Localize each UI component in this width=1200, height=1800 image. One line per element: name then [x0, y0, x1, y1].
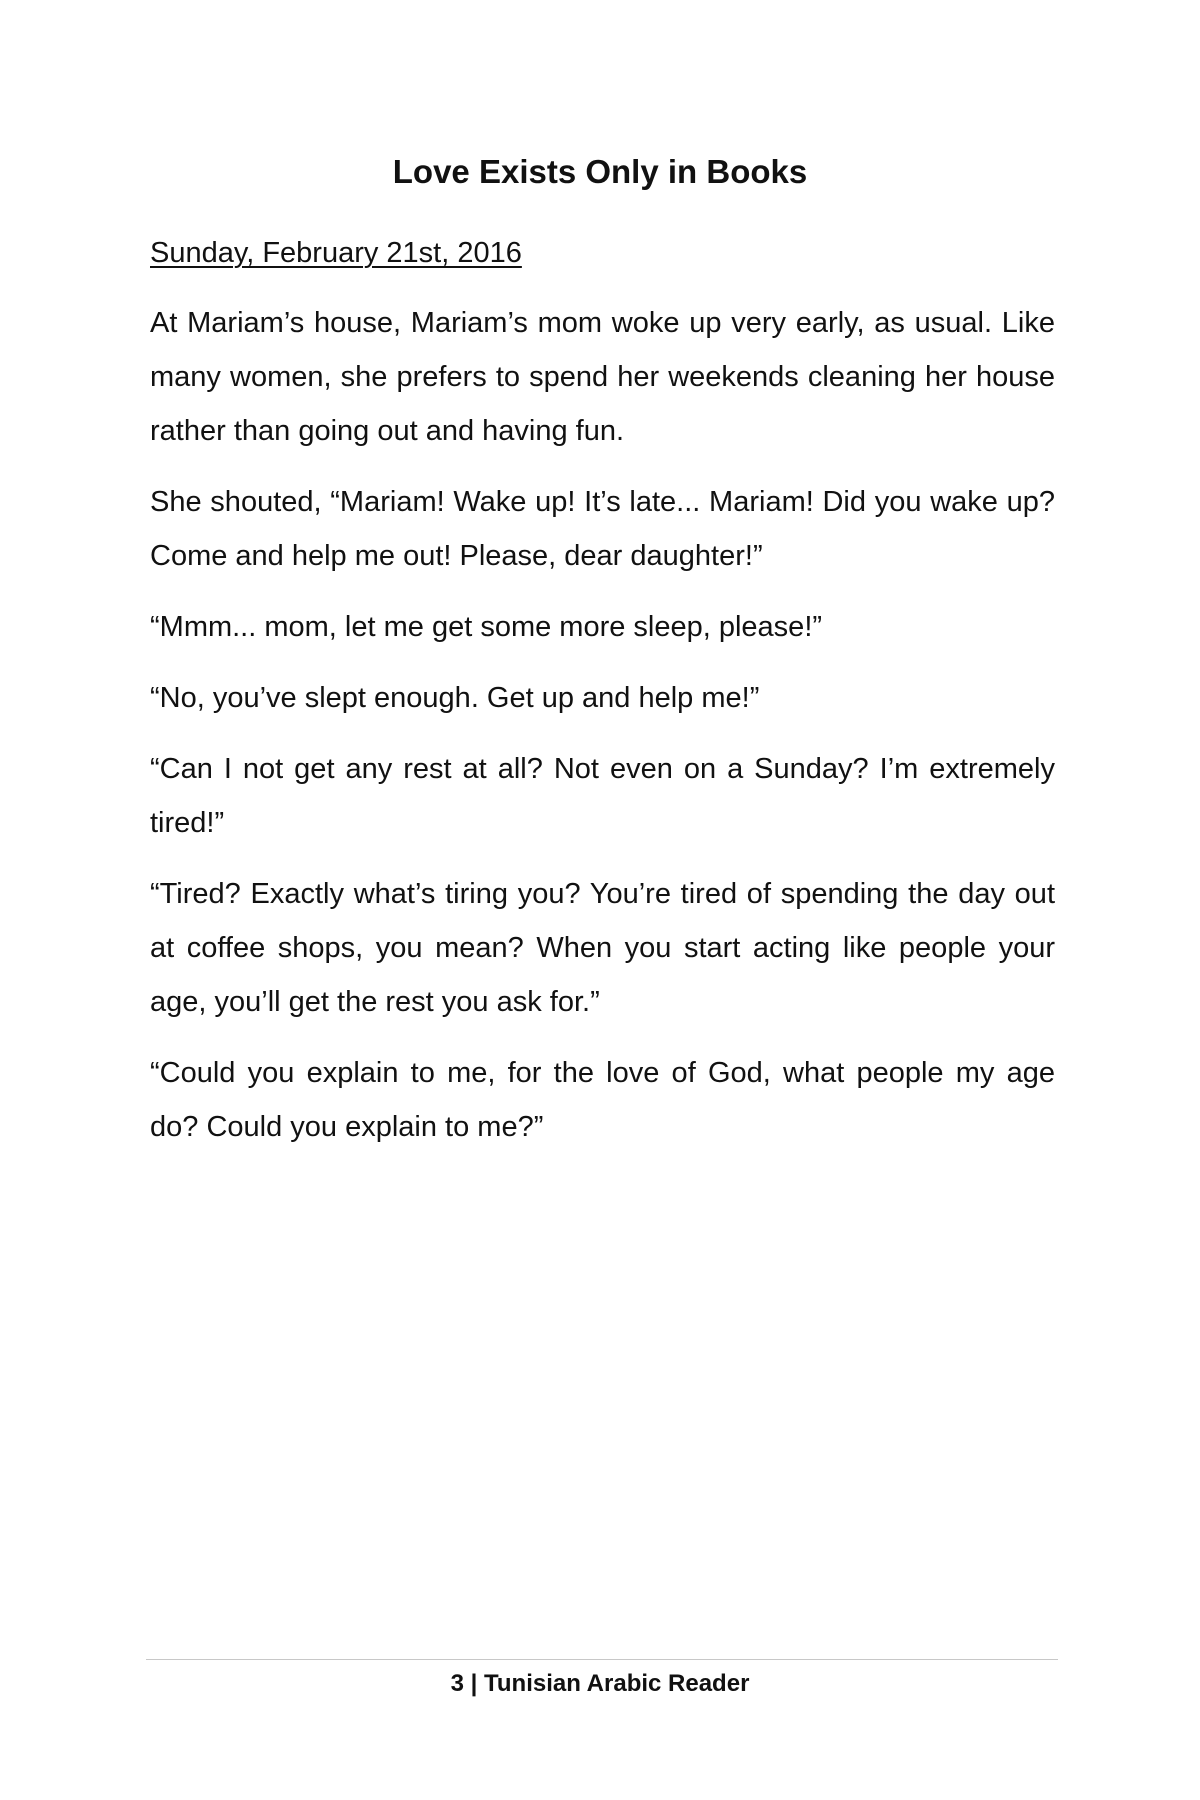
footer-separator: |	[470, 1670, 478, 1697]
paragraph: “Tired? Exactly what’s tiring you? You’re tired of spending the day out at coffee shops, you mean? When you start acting like people your age, you’ll get the rest you ask for.”	[150, 878, 1055, 1018]
footer-divider	[146, 1659, 1058, 1660]
paragraph: “Can I not get any rest at all? Not even on a Sunday? I’m extremely tired!”	[150, 753, 1055, 839]
entry-date: Sunday, February 21st, 2016	[150, 237, 522, 269]
paragraph: “No, you’ve slept enough. Get up and help me!”	[150, 682, 760, 714]
page-footer	[0, 1668, 1200, 1700]
book-title: Tunisian Arabic Reader	[484, 1670, 750, 1697]
paragraph: “Could you explain to me, for the love of God, what people my age do? Could you explain to me?”	[150, 1057, 1055, 1143]
paragraph: “Mmm... mom, let me get some more sleep, please!”	[150, 611, 823, 643]
page-number: 3	[450, 1670, 464, 1697]
page-body	[150, 226, 1055, 1171]
paragraph: At Mariam’s house, Mariam’s mom woke up very early, as usual. Like many women, she prefers to spend her weekends cleaning her house rather than going out and having fun.	[150, 307, 1055, 447]
page-title: Love Exists Only in Books	[392, 153, 808, 190]
paragraph: She shouted, “Mariam! Wake up! It’s late... Mariam! Did you wake up? Come and help me out! Please, dear daughter!”	[150, 486, 1055, 572]
